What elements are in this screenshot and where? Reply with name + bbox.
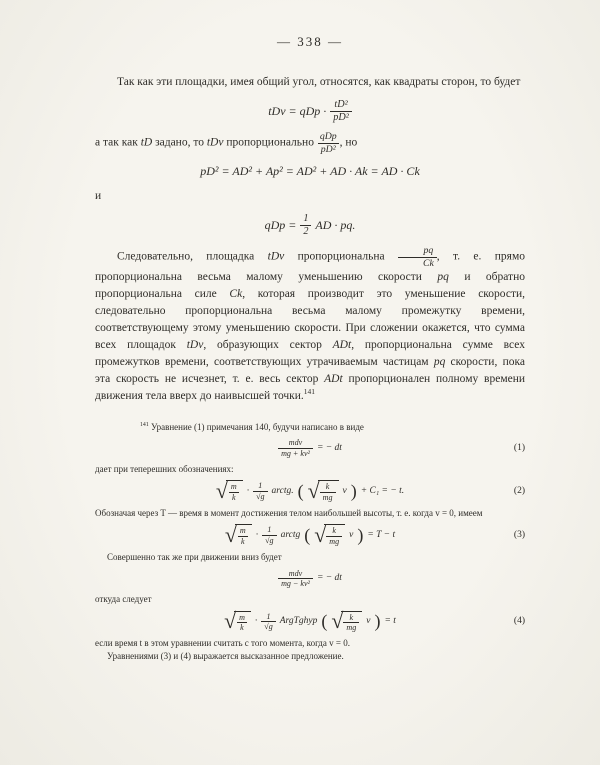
inline-fraction [398, 245, 437, 268]
fraction-numerator: m [239, 526, 246, 536]
left-paren: ( [321, 611, 328, 632]
text-segment: пропорциональна [284, 250, 398, 263]
square-root [225, 524, 252, 546]
text-segment: , пропорциональна сумме всех промежутков времени, соответствующих утрачиваемым частицам [95, 338, 525, 368]
radicand [226, 480, 243, 502]
text-segment: , образующих сектор [203, 338, 333, 351]
footnote-equation-4 [95, 611, 525, 633]
radicand [324, 524, 345, 546]
text-segment: пропорционально [223, 136, 317, 149]
equation-rhs: = T − t [367, 529, 396, 540]
text-segment: задано, то [152, 136, 207, 149]
function-name: ArgTghyp [279, 616, 318, 627]
fraction-denominator: k [229, 492, 239, 502]
fraction-denominator: mg [326, 536, 342, 546]
fraction-denominator: k [237, 622, 247, 632]
radicand [234, 611, 251, 633]
fraction-denominator: √g [262, 535, 276, 545]
text-segment: , которая производит это уменьшение скорости, следовательно пропорциональна весьма малому промежутку времени, соответствующему этому уменьшению скорости. При сложении окажется, что сумма всех площадок [95, 287, 526, 351]
equation-rhs: + C₁ = − t. [360, 485, 405, 496]
equation-fraction [278, 569, 313, 589]
math-variable: pq [437, 270, 449, 283]
math-variable: Ck [229, 287, 243, 300]
footnote-line: дает при теперешних обозначениях: [95, 463, 234, 474]
radical-sign-icon: √ [314, 523, 327, 548]
text-segment: скорости, пока эта скорость не исчезнет, т. е. весь сектор [95, 355, 525, 385]
fraction-denominator: mg − kv² [278, 578, 313, 588]
function-name: arctg [280, 529, 301, 540]
multiplication-dot: · [246, 485, 250, 496]
square-root [224, 611, 251, 633]
text-segment: Следовательно, площадка [117, 250, 268, 263]
footnote-line: Уравнениями (3) и (4) выражается высказанное предложение. [107, 650, 344, 661]
equation-rhs: = − dt [316, 442, 342, 453]
square-root [308, 480, 339, 502]
equation-fraction [278, 438, 313, 458]
math-variable: tD [140, 136, 153, 149]
fraction-numerator: tD² [334, 99, 348, 110]
function-name: arctg. [271, 485, 294, 496]
text-segment: пропорционален полному времени движения тела вверх до наивысшей точки. [95, 372, 526, 402]
footnote-equation-3 [95, 524, 525, 546]
fraction-denominator: 2 [300, 225, 311, 238]
formula-1-lhs: tDv = qDp · [268, 103, 327, 118]
equation-fraction [253, 481, 267, 501]
square-root [216, 480, 243, 502]
fraction-numerator: k [349, 612, 354, 622]
multiplication-dot: · [255, 529, 259, 540]
equation-number: (2) [513, 485, 525, 496]
radical-sign-icon: √ [224, 523, 237, 548]
paragraph-2 [95, 131, 525, 154]
footnote-line: Совершенно так же при движении вниз будет [107, 552, 282, 562]
fraction-numerator: pq [423, 245, 434, 257]
text-segment: , т. е. прямо пропорциональна весьма малому уменьшению скорости [95, 250, 525, 283]
fraction-denominator: pD² [330, 111, 352, 124]
equation-rhs: = t [384, 616, 396, 627]
text-segment: а так как [95, 136, 141, 149]
fraction-denominator: mg [343, 622, 359, 632]
paragraph-1-text: Так как эти площадки, имея общий угол, относятся, как квадраты сторон, то будет [117, 76, 521, 88]
equation-fraction [262, 525, 276, 545]
fraction-numerator: qDp [319, 131, 337, 143]
fraction-numerator: m [239, 612, 245, 622]
formula-3-lhs: qDp = [264, 217, 297, 232]
footnote-intro [95, 421, 525, 434]
fraction-numerator: mdv [288, 438, 303, 448]
fraction-denominator: mg [320, 492, 336, 502]
footnote-equation-2 [95, 480, 525, 502]
radical-sign-icon: √ [331, 609, 344, 634]
page-number: — 338 — [277, 34, 343, 49]
formula-2-text: pD² = AD² + Ap² = AD² + AD · Ak = AD · Ck [200, 163, 420, 178]
math-variable: ADt [332, 338, 352, 351]
fraction-denominator: pD² [318, 143, 339, 155]
formula-2 [95, 163, 525, 180]
right-paren: ) [357, 525, 364, 545]
math-variable: v [349, 529, 354, 540]
fraction-numerator: 1 [303, 212, 309, 224]
footnote-line: откуда следует [95, 594, 152, 605]
equation-rhs: = − dt [316, 573, 342, 584]
fraction-numerator: k [332, 526, 337, 536]
radicand [318, 480, 339, 502]
conjunction-line [95, 188, 525, 205]
footnote-intro-text: Уравнение (1) примечания 140, будучи написано в виде [148, 421, 364, 432]
equation-number: (4) [513, 616, 525, 627]
fraction-denominator: Ck [398, 257, 437, 269]
multiplication-dot: · [254, 616, 258, 627]
fraction-numerator: mdv [288, 568, 303, 578]
footnote-section [95, 421, 525, 662]
square-root [331, 611, 362, 633]
inline-fraction [317, 131, 340, 154]
formula-3 [95, 213, 525, 237]
math-variable: tDv [267, 250, 285, 263]
math-variable: tDv [206, 136, 224, 149]
right-paren: ) [350, 480, 357, 501]
paragraph-1 [95, 74, 525, 91]
equation-number: (3) [513, 529, 525, 540]
formula-1 [95, 99, 525, 123]
radical-sign-icon: √ [215, 478, 228, 503]
math-variable: ADt [324, 372, 343, 385]
equation-fraction [261, 612, 275, 632]
right-paren: ) [374, 611, 381, 632]
math-variable: v [366, 616, 371, 627]
fraction-numerator: 1 [258, 481, 263, 491]
fraction-numerator: k [325, 482, 330, 492]
radicand [341, 611, 362, 633]
square-root [314, 524, 345, 546]
fraction-denominator: √g [261, 621, 275, 631]
formula-3-rhs: AD · pq. [315, 217, 356, 232]
main-text [95, 74, 525, 405]
radical-sign-icon: √ [224, 609, 237, 634]
footnote-equation-1 [95, 438, 525, 458]
text-segment: и обратно пропорциональна силе [95, 270, 525, 300]
fraction-numerator: 1 [267, 525, 272, 535]
footnote-equation-unnumbered [95, 569, 525, 589]
formula-3-fraction [300, 213, 311, 237]
footnote-line: если время t в этом уравнении считать с того момента, когда v = 0. [95, 638, 350, 649]
fraction-numerator: 1 [266, 611, 271, 621]
radicand [235, 524, 252, 546]
math-variable: pq [433, 355, 446, 368]
radical-sign-icon: √ [307, 478, 320, 503]
fraction-denominator: k [238, 536, 248, 546]
math-variable: tDv [186, 338, 204, 351]
fraction-denominator: mg + kv² [278, 448, 313, 458]
text-segment: , но [339, 136, 358, 149]
conjunction-text: и [95, 189, 102, 202]
fraction-denominator: √g [253, 491, 267, 501]
left-paren: ( [304, 525, 311, 545]
page-content [95, 34, 525, 662]
footnote-line: Обозначая через T — время в момент достижения телом наибольшей высоты, т. е. когда v = 0, имеем [95, 507, 483, 518]
math-variable: v [342, 485, 347, 496]
footnote-number: 141 [140, 421, 149, 428]
left-paren: ( [297, 480, 304, 501]
equation-number: (1) [513, 442, 525, 453]
footnote-reference: 141 [303, 386, 315, 396]
fraction-numerator: m [230, 482, 237, 492]
paragraph-3 [95, 245, 525, 404]
formula-1-fraction [330, 99, 352, 123]
